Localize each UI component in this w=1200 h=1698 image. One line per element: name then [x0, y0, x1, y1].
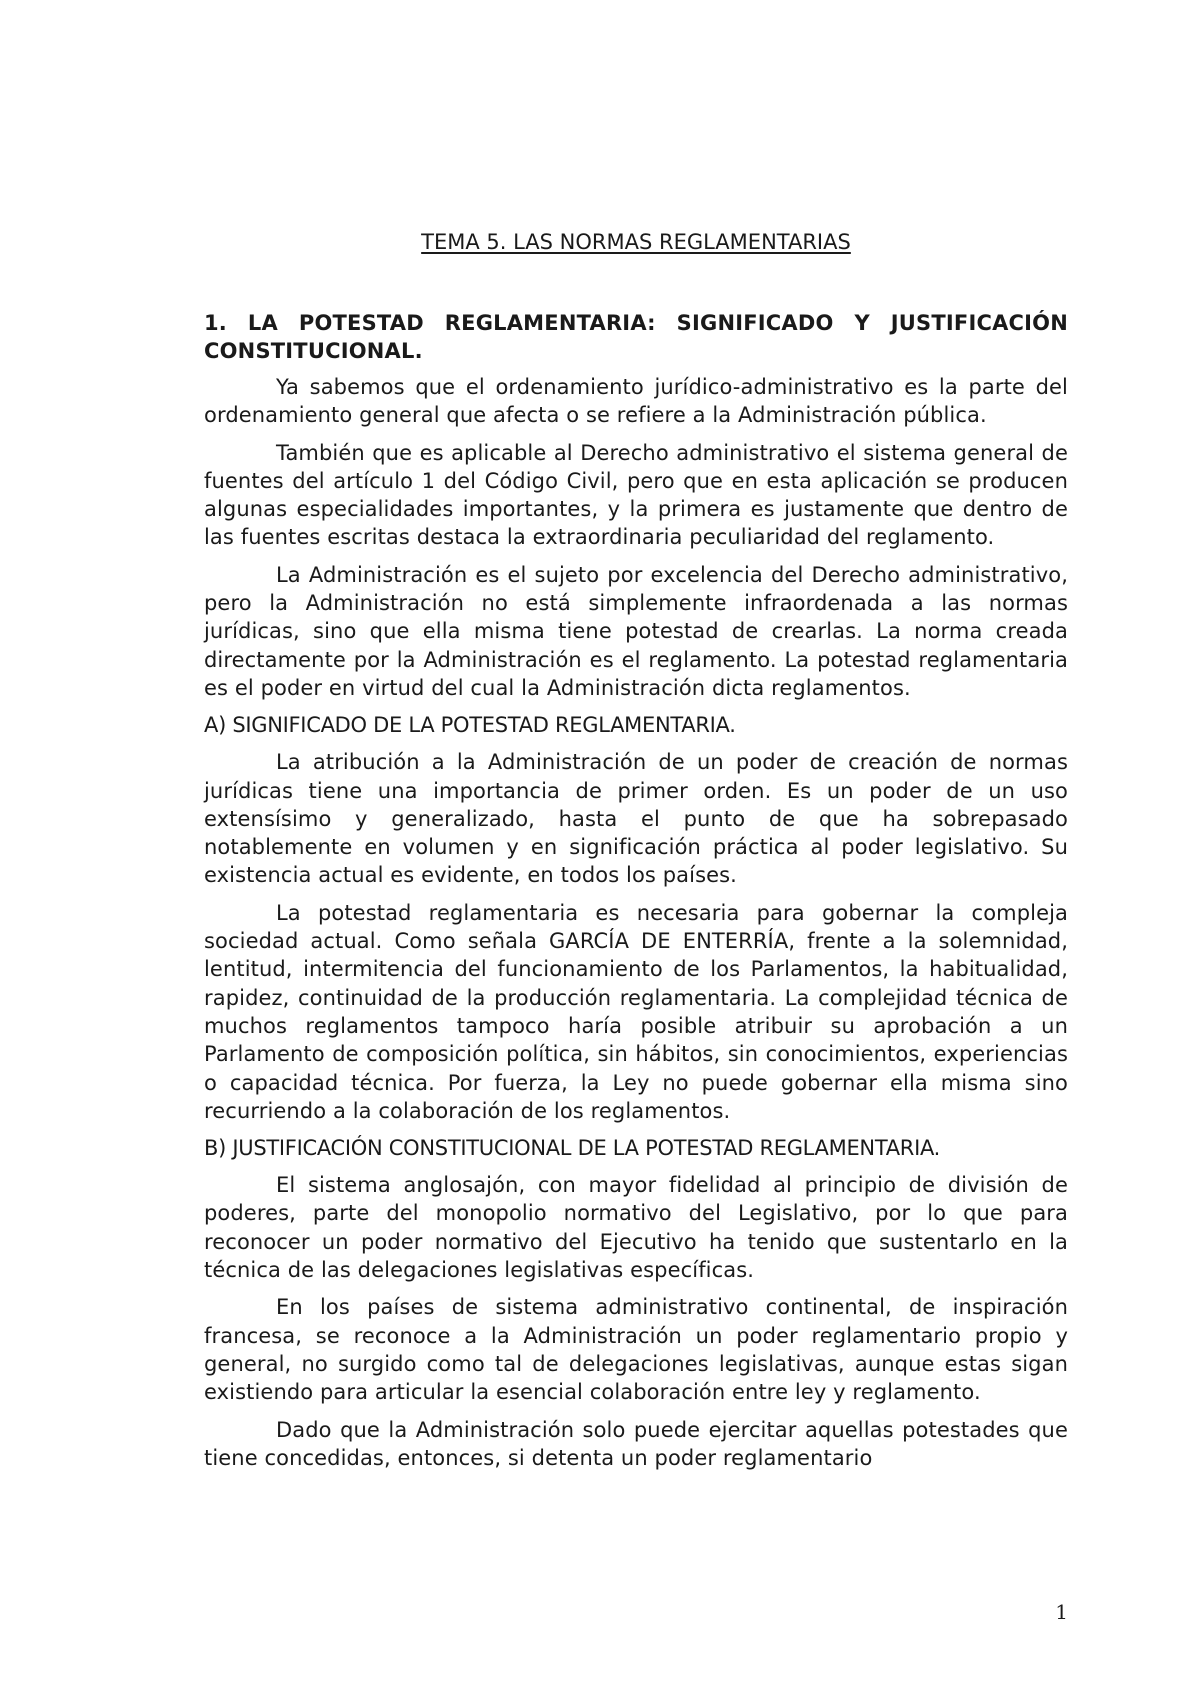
- paragraph: Dado que la Administración solo puede ejercitar aquellas potestades que tiene concedidas, entonces, si detenta un poder reglamentario: [204, 1417, 1068, 1470]
- page-content: [204, 228, 1068, 1481]
- paragraph: El sistema anglosajón, con mayor fidelidad al principio de división de poderes, parte del monopolio normativo del Legislativo, por lo que para reconocer un poder normativo del Ejecutivo ha tenido que sustentarlo en la técnica de las delegaciones legislativas específicas.: [204, 1173, 1068, 1283]
- paragraph: La Administración es el sujeto por excelencia del Derecho administrativo, pero la Administración no está simplemente infraordenada a las normas jurídicas, sino que ella misma tiene potestad de crearlas. La norma creada directamente por la Administración es el reglamento. La potestad reglamentaria es el poder en virtud del cual la Administración dicta reglamentos.: [204, 562, 1068, 700]
- section-heading-1: 1. LA POTESTAD REGLAMENTARIA: SIGNIFICADO Y JUSTIFICACIÓN CONSTITUCIONAL.: [204, 311, 1068, 363]
- paragraph: Ya sabemos que el ordenamiento jurídico-administrativo es la parte del ordenamiento general que afecta o se refiere a la Administración pública.: [204, 375, 1068, 428]
- page-number: 1: [1055, 1600, 1068, 1624]
- subheading-b: B) JUSTIFICACIÓN CONSTITUCIONAL DE LA POTESTAD REGLAMENTARIA.: [204, 1136, 941, 1161]
- subheading-a: A) SIGNIFICADO DE LA POTESTAD REGLAMENTARIA.: [204, 713, 736, 738]
- paragraph: En los países de sistema administrativo continental, de inspiración francesa, se reconoce a la Administración un poder reglamentario propio y general, no surgido como tal de delegaciones legislativas, aunque estas sigan existiendo para articular la esencial colaboración entre ley y reglamento.: [204, 1295, 1068, 1405]
- document-title: TEMA 5. LAS NORMAS REGLAMENTARIAS: [421, 230, 851, 254]
- paragraph: La potestad reglamentaria es necesaria para gobernar la compleja sociedad actual. Como señala GARCÍA DE ENTERRÍA, frente a la solemnidad, lentitud, intermitencia del funcionamiento de los Parlamentos, la habitualidad, rapidez, continuidad de la producción reglamentaria. La complejidad técnica de muchos reglamentos tampoco haría posible atribuir su aprobación a un Parlamento de composición política, sin hábitos, sin conocimientos, experiencias o capacidad técnica. Por fuerza, la Ley no puede gobernar ella misma sino recurriendo a la colaboración de los reglamentos.: [204, 900, 1068, 1123]
- paragraph: También que es aplicable al Derecho administrativo el sistema general de fuentes del artículo 1 del Código Civil, pero que en esta aplicación se producen algunas especialidades importantes, y la primera es justamente que dentro de las fuentes escritas destaca la extraordinaria peculiaridad del reglamento.: [204, 440, 1068, 550]
- paragraph: La atribución a la Administración de un poder de creación de normas jurídicas tiene una importancia de primer orden. Es un poder de un uso extensísimo y generalizado, hasta el punto de que ha sobrepasado notablemente en volumen y en significación práctica al poder legislativo. Su existencia actual es evidente, en todos los países.: [204, 750, 1068, 888]
